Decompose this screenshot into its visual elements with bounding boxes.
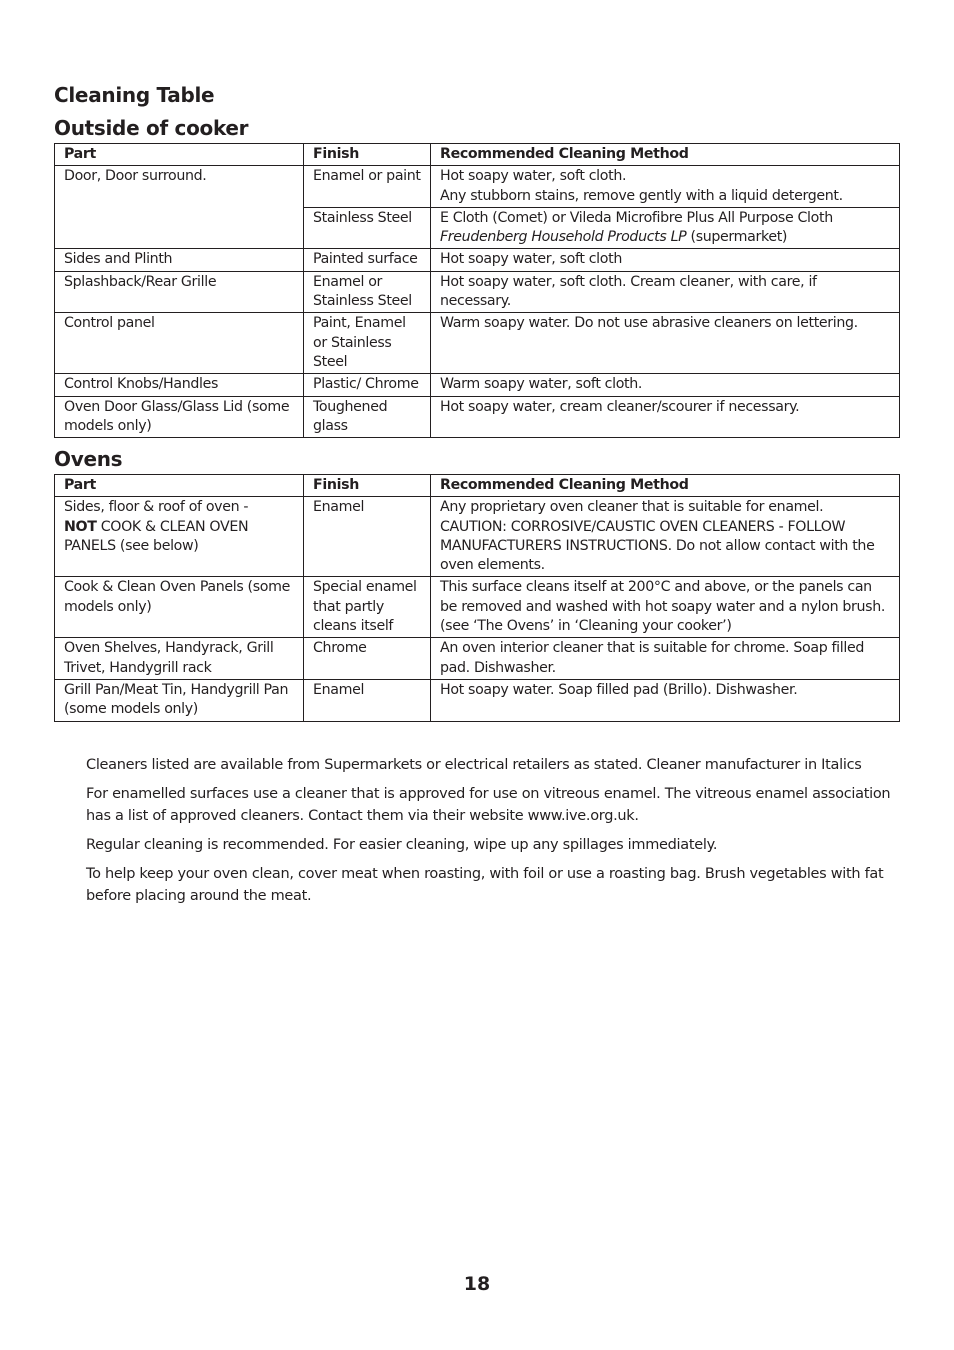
table-header-row <box>55 144 900 166</box>
method-line: Any stubborn stains, remove gently with a liquid detergent. <box>440 187 843 204</box>
outside-cleaning-table <box>54 143 900 438</box>
header-part: Part <box>55 475 304 497</box>
table-header-row <box>55 475 900 497</box>
table-row <box>55 396 900 438</box>
cell-method: Any proprietary oven cleaner that is suitable for enamel. CAUTION: CORROSIVE/CAUSTIC OVEN CLEANERS - FOLLOW MANUFACTURERS INSTRUCTIONS. Do not allow contact with the oven elements. <box>431 497 900 577</box>
method-line: Hot soapy water, soft cloth. <box>440 168 627 185</box>
cell-part: Oven Shelves, Handyrack, Grill Trivet, Handygrill rack <box>55 638 304 680</box>
note-paragraph: For enamelled surfaces use a cleaner that is approved for use on vitreous enamel. The vitreous enamel association has a list of approved cleaners. Contact them via their website www.ive.org.uk. <box>86 786 891 824</box>
table-row <box>55 497 900 577</box>
header-finish: Finish <box>304 475 431 497</box>
cell-method <box>431 166 900 208</box>
header-method: Recommended Cleaning Method <box>431 475 900 497</box>
table-row <box>55 166 900 208</box>
cell-part: Control panel <box>55 313 304 374</box>
table-row <box>55 313 900 374</box>
cell-method: An oven interior cleaner that is suitable for chrome. Soap filled pad. Dishwasher. <box>431 638 900 680</box>
part-rest: COOK & CLEAN OVEN PANELS (see below) <box>64 518 249 554</box>
cell-finish: Special enamel that partly cleans itself <box>304 577 431 638</box>
table-row <box>55 577 900 638</box>
section-heading-ovens: Ovens <box>54 447 123 471</box>
cell-finish: Enamel <box>304 679 431 721</box>
cell-part: Grill Pan/Meat Tin, Handygrill Pan (some models only) <box>55 679 304 721</box>
header-finish: Finish <box>304 144 431 166</box>
part-line: Sides, floor & roof of oven - <box>64 499 249 516</box>
cell-finish: Plastic/ Chrome <box>304 374 431 396</box>
cell-part: Door, Door surround. <box>55 166 304 249</box>
cleaning-notes <box>86 754 896 914</box>
cell-part: Control Knobs/Handles <box>55 374 304 396</box>
cell-method: Hot soapy water, cream cleaner/scourer if necessary. <box>431 396 900 438</box>
table-row <box>55 271 900 313</box>
table-row <box>55 374 900 396</box>
cell-method: Hot soapy water. Soap filled pad (Brillo). Dishwasher. <box>431 679 900 721</box>
table-row <box>55 249 900 271</box>
cell-finish: Paint, Enamel or Stainless Steel <box>304 313 431 374</box>
manufacturer-name: Freudenberg Household Products LP <box>440 229 687 246</box>
cell-finish: Painted surface <box>304 249 431 271</box>
cell-finish: Toughened glass <box>304 396 431 438</box>
cell-method: Hot soapy water, soft cloth. Cream cleaner, with care, if necessary. <box>431 271 900 313</box>
part-line <box>64 518 295 557</box>
cell-method: Warm soapy water, soft cloth. <box>431 374 900 396</box>
cell-method: Hot soapy water, soft cloth <box>431 249 900 271</box>
cell-finish: Enamel or paint <box>304 166 431 208</box>
table-row <box>55 679 900 721</box>
cell-finish: Enamel or Stainless Steel <box>304 271 431 313</box>
cell-part: Oven Door Glass/Glass Lid (some models only) <box>55 396 304 438</box>
note-paragraph: Regular cleaning is recommended. For easier cleaning, wipe up any spillages immediately. <box>86 837 718 853</box>
cell-part: Cook & Clean Oven Panels (some models only) <box>55 577 304 638</box>
method-line: E Cloth (Comet) or Vileda Microfibre Plus All Purpose Cloth <box>440 209 833 226</box>
cell-part: Splashback/Rear Grille <box>55 271 304 313</box>
cell-finish: Chrome <box>304 638 431 680</box>
cell-part: Sides and Plinth <box>55 249 304 271</box>
cell-part <box>55 497 304 577</box>
cell-method <box>431 207 900 249</box>
method-line <box>440 228 891 247</box>
cell-method: This surface cleans itself at 200°C and above, or the panels can be removed and washed with hot soapy water and a nylon brush. (see ‘The Ovens’ in ‘Cleaning your cooker’) <box>431 577 900 638</box>
header-method: Recommended Cleaning Method <box>431 144 900 166</box>
ovens-cleaning-table <box>54 474 900 722</box>
emphasis-not: NOT <box>64 518 97 535</box>
cell-finish: Enamel <box>304 497 431 577</box>
cell-finish: Stainless Steel <box>304 207 431 249</box>
page-title: Cleaning Table <box>54 83 215 107</box>
table-row <box>55 638 900 680</box>
note-paragraph: To help keep your oven clean, cover meat when roasting, with foil or use a roasting bag. Brush vegetables with fat before placing around the meat. <box>86 866 884 904</box>
cell-method: Warm soapy water. Do not use abrasive cleaners on lettering. <box>431 313 900 374</box>
note-paragraph: Cleaners listed are available from Supermarkets or electrical retailers as stated. Cleaner manufacturer in Italics <box>86 757 862 773</box>
method-suffix: (supermarket) <box>686 229 788 246</box>
section-heading-outside: Outside of cooker <box>54 116 249 140</box>
page-number: 18 <box>463 1273 491 1295</box>
header-part: Part <box>55 144 304 166</box>
